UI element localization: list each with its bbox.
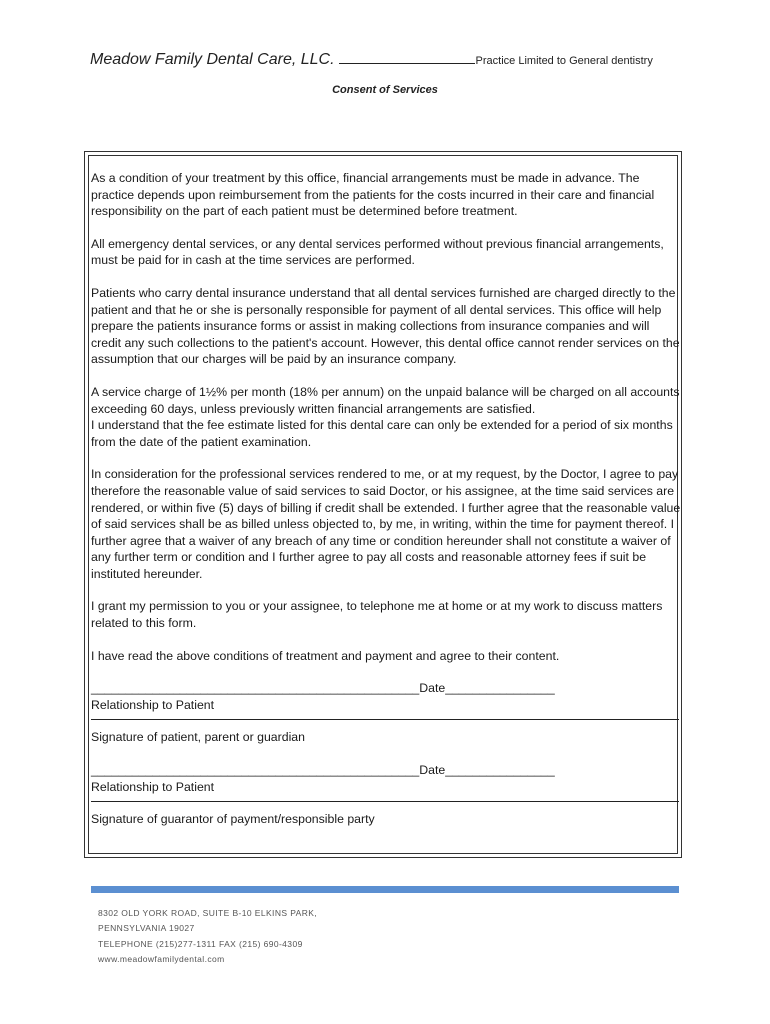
practice-name: Meadow Family Dental Care, LLC. [90, 51, 335, 68]
paragraph-telephone-permission: I grant my permission to you or your assignee, to telephone me at home or at my work to discuss matters related to this form. [91, 599, 663, 631]
footer-phone: TELEPHONE (215)277-1311 FAX (215) 690-4309 [98, 938, 303, 949]
paragraph-fee-estimate: I understand that the fee estimate listed for this dental care can only be extended for a period of six months from the date of the patient examination. [91, 418, 673, 449]
practice-name-underline [339, 49, 475, 64]
page-header [90, 49, 690, 69]
footer-address-line-1: 8302 OLD YORK ROAD, SUITE B-10 ELKINS PARK, [98, 908, 318, 918]
signature-line-2[interactable] [91, 801, 679, 802]
footer-website[interactable]: www.meadowfamilydental.com [98, 954, 225, 965]
consent-content [91, 170, 681, 828]
signature-line-1-wrap [91, 713, 681, 729]
relationship-to-patient-label-1: Relationship to Patient [91, 697, 215, 712]
relationship-date-line-1[interactable]: ________________________________________________Date________________ [91, 681, 555, 696]
paragraph-professional-services: In consideration for the professional services rendered to me, or at my request, by the Doctor, I agree to pay therefore the reasonable value of said services to said Doctor, or his assignee, at the time said services are rendered, or within five (5) days of billing if credit shall be extended. I further agree that the reasonable value of said services shall be as billed unless objected to, by me, in writing, within the time for payment thereof. I further agree that a waiver of any breach of any time or condition hereunder shall not constitute a waiver of any further term or condition and I further agree to pay all costs and reasonable attorney fees if suit be instituted hereunder. [91, 467, 681, 581]
footer-divider-bar [91, 886, 679, 893]
relationship-to-patient-label-2: Relationship to Patient [91, 779, 215, 794]
footer-address-line-2: PENNSYLVANIA 19027 [98, 923, 195, 934]
document-title: Consent of Services [332, 84, 438, 96]
relationship-date-line-2[interactable]: ________________________________________________Date________________ [91, 763, 555, 778]
signature-line-2-wrap [91, 795, 681, 811]
paragraph-financial-arrangements: As a condition of your treatment by this office, financial arrangements must be made in advance. The practice depends upon reimbursement from the patients for the costs incurred in their care and financial responsibility on the part of each patient must be determined before treatment. [91, 171, 655, 219]
paragraph-agreement: I have read the above conditions of treatment and payment and agree to their content. [91, 648, 560, 663]
paragraph-emergency-services: All emergency dental services, or any dental services performed without previous financial arrangements, must be paid for in cash at the time services are performed. [91, 236, 664, 268]
signature-patient-label: Signature of patient, parent or guardian [91, 730, 305, 745]
paragraph-service-charge: A service charge of 1½% per month (18% per annum) on the unpaid balance will be charged on all accounts exceeding 60 days, unless previously written financial arrangements are satisfied. [91, 384, 680, 416]
signature-line-1[interactable] [91, 719, 679, 720]
footer-contact [98, 906, 317, 968]
practice-limit: Practice Limited to General dentistry [475, 55, 653, 67]
paragraph-dental-insurance: Patients who carry dental insurance understand that all dental services furnished are charged directly to the patient and that he or she is personally responsible for payment of all dental services. This office will help prepare the patients insurance forms or assist in making collections from insurance companies and will credit any such collections to the patient's account. However, this dental office cannot render services on the assumption that our charges will be paid by an insurance company. [91, 285, 680, 367]
signature-guarantor-label: Signature of guarantor of payment/responsible party [91, 812, 375, 827]
